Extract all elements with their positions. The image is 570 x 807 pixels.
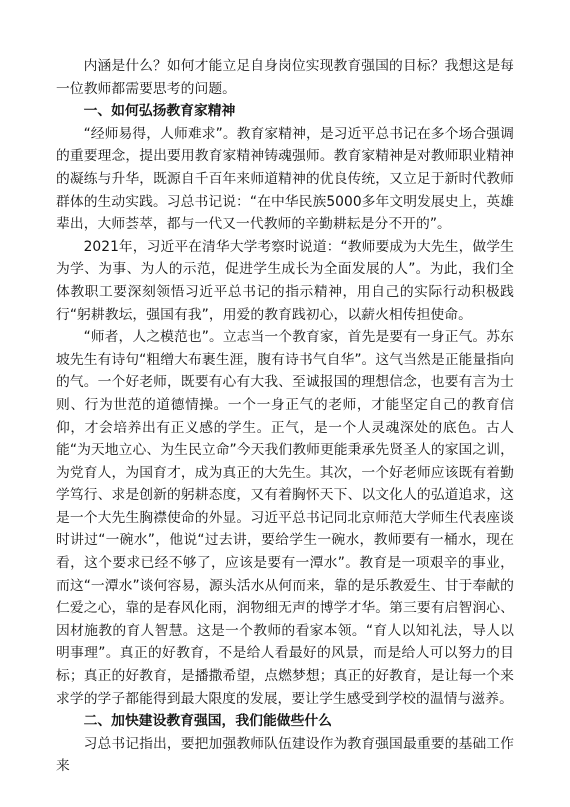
paragraph-teacher-team: 习总书记指出，要把加强教师队伍建设作为教育强国最重要的基础工作来 [56,735,514,775]
paragraph-educator-spirit: “经师易得，人师难求”。教育家精神，是习近平总书记在多个场合强调的重要理念，提出要用教育家精神铸魂强师。教育家精神是对教师职业精神的凝练与升华，既源自千百年来师道精神的优良传统，又立足于新时代教师群体的生动实践。习总书记说：“在中华民族5000多年文明发展史上，英雄辈出，大师荟萃，都与一代又一代教师的辛勤耕耘是分不开的”。 [56,125,514,233]
paragraph-tsinghua-visit: 2021年，习近平在清华大学考察时说道：“教师要成为大先生，做学生为学、为事、为人的示范，促进学生成长为全面发展的人”。为此，我们全体教职工要深刻领悟习近平总书记的指示精神，用自己的实际行动积极践行“躬耕教坛，强国有我”，用爱的教育践初心，以薪火相传担使命。 [56,238,514,323]
section-heading-1: 一、如何弘扬教育家精神 [83,103,236,120]
document-body [56,55,514,778]
paragraph-teacher-model: “师者，人之模范也”。立志当一个教育家，首先是要有一身正气。苏东坡先生有诗句“粗缯大布裹生涯，腹有诗书气自华”。这气当然是正能量指向的气。一个好老师，既要有心有大我、至诚报国的理想信念，也要有言为士则、行为世范的道德情操。一个一身正气的老师，才能坚定自己的教育信仰，才会培养出有正义感的学生。正气，是一个人灵魂深处的底色。古人能“为天地立心、为生民立命”今天我们教师更能秉承先贤圣人的家国之训，为党育人，为国育才，成为真正的大先生。其次，一个好老师应该既有着勤学笃行、求是创新的躬耕态度，又有着胸怀天下、以文化人的弘道追求，这是一个大先生胸襟使命的外显。习近平总书记同北京师范大学师生代表座谈时讲过“一碗水”，他说“过去讲，要给学生一碗水，教师要有一桶水，现在看，这个要求已经不够了，应该是要有一潭水”。教育是一项艰辛的事业，而这“一潭水”谈何容易，源头活水从何而来，靠的是乐教爱生、甘于奉献的仁爱之心，靠的是春风化雨，润物细无声的博学才华。第三要有启智润心、因材施教的育人智慧。这是一个教师的看家本领。“育人以知礼法，导人以明事理”。真正的好教育，不是给人看最好的风景，而是给人可以努力的目标；真正的好教育，是播撒希望，点燃梦想；真正的好教育，是让每一个来求学的学子都能得到最大限度的发展，要让学生感受到学校的温情与滋养。 [56,329,514,707]
paragraph-intro-question: 内涵是什么？如何才能立足自身岗位实现教育强国的目标？我想这是每一位教师都需要思考的问题。 [56,58,514,97]
section-heading-2: 二、加快建设教育强国，我们能做些什么 [83,713,332,730]
